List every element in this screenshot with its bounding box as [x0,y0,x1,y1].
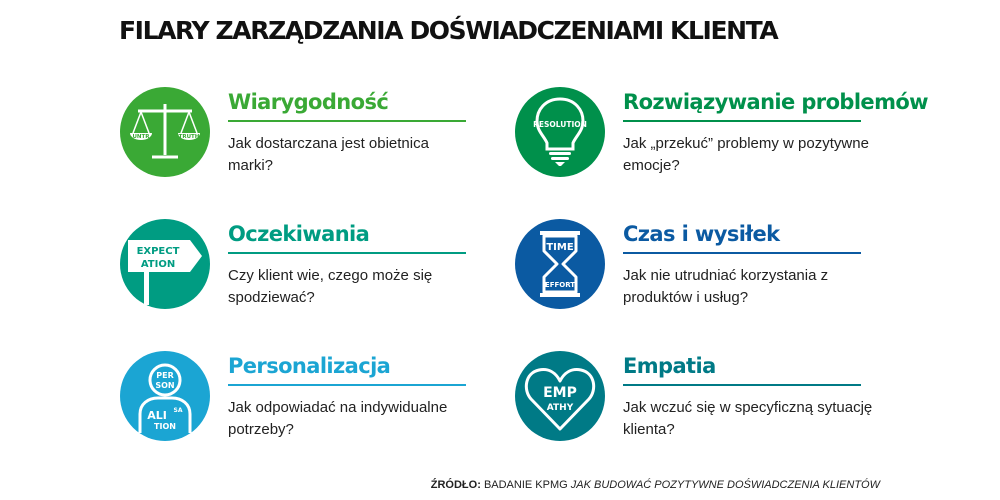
heart-text-top: EMP [543,385,577,401]
pillar-rozwiazywanie-problemow [515,87,945,187]
source-label: ŹRÓDŁO: [430,479,481,491]
title-underline [228,252,466,254]
hourglass-text-bottom: EFFORT [544,281,576,289]
infographic-title: FILARY ZARZĄDZANIA DOŚWIADCZENIAMI KLIENTA [119,16,778,45]
pillar-description: Jak odpowiadać na indywidualne potrzeby? [228,399,448,438]
pillar-description: Jak „przekuć” problemy w pozytywne emocje? [623,135,869,174]
title-underline [623,252,861,254]
lightbulb-icon [515,87,605,177]
pillar-czas-i-wysilek [515,219,945,319]
pillar-name: Personalizacja [228,354,391,378]
scales-icon [120,87,210,177]
scales-left-pan-text: UNTR [132,134,150,140]
title-underline [228,120,466,122]
lightbulb-text: RESOLUTION [533,120,587,129]
pillar-wiarygodnosc [120,87,550,187]
hourglass-text-top: TIME [546,242,574,253]
signpost-text-top: EXPECT [136,246,180,257]
person-text-2: SON [155,381,175,390]
person-text-1: PER [156,371,174,380]
pillar-description: Jak wczuć się w specyficzną sytuację klienta? [623,399,873,438]
title-underline [228,384,466,386]
pillar-name: Czas i wysiłek [623,222,780,246]
title-underline [623,384,861,386]
pillar-description: Jak dostarczana jest obietnica marki? [228,135,429,174]
heart-icon [515,351,605,441]
signpost-icon [120,219,210,309]
pillar-personalizacja [120,351,550,451]
pillar-description: Jak nie utrudniać korzystania z produktów i usług? [623,267,829,306]
pillar-name: Rozwiązywanie problemów [623,90,928,114]
person-text-5: TION [154,422,176,431]
source-text: BADANIE KPMG [483,479,568,491]
scales-right-pan-text: TRUTH [178,134,200,140]
signpost-text-bottom: ATION [140,259,176,270]
person-text-3: ALI [147,409,167,422]
source-publication: JAK BUDOWAĆ POZYTYWNE DOŚWIADCZENIA KLIENTÓW [570,479,880,491]
pillar-name: Wiarygodność [228,90,389,114]
person-text-4: SA [173,407,183,414]
person-icon [120,351,210,441]
pillar-empatia [515,351,945,451]
hourglass-icon [515,219,605,309]
heart-text-bottom: ATHY [546,403,574,413]
pillar-name: Empatia [623,354,716,378]
title-underline [623,120,861,122]
pillar-description: Czy klient wie, czego może się spodziewać? [228,267,433,306]
source-note [431,479,880,491]
pillar-name: Oczekiwania [228,222,370,246]
pillar-oczekiwania [120,219,550,319]
